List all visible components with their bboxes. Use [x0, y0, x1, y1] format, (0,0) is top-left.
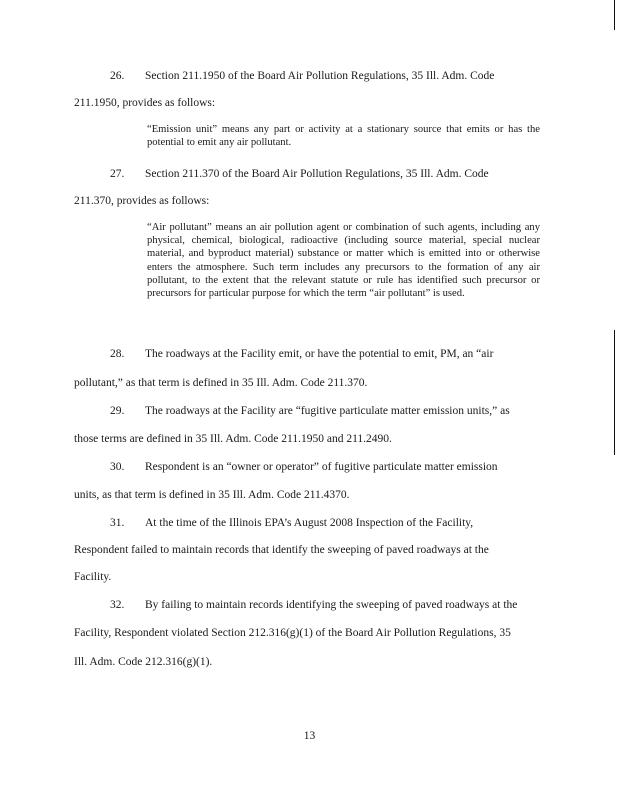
paragraph-text: Respondent failed to maintain records that identify the sweeping of paved roadways at the — [74, 544, 489, 556]
page-edge-line — [614, 0, 615, 30]
block-quote-air-pollutant: “Air pollutant” means an air pollution agent or combination of such agents, including any physical, chemical, biological, radioactive (including source material, special nuclear material, and byproduct material) substance or matter which is emitted into or otherwise enters the atmosphere. Such term includes any precursors to the formation of any air pollutant, to the extent that the relevant statute or rule has identified such precursor or precursors for particular purpose for which the term “air pollutant” is used. — [147, 222, 540, 300]
paragraph-text: Section 211.1950 of the Board Air Pollution Regulations, 35 Ill. Adm. Code — [145, 70, 495, 82]
paragraph-text: Facility, Respondent violated Section 212.316(g)(1) of the Board Air Pollution Regulations, 35 — [74, 627, 511, 639]
paragraph-number: 31. — [110, 517, 125, 529]
paragraph-text: At the time of the Illinois EPA’s August 2008 Inspection of the Facility, — [145, 517, 474, 529]
page-number: 13 — [303, 730, 316, 742]
paragraph-text: Ill. Adm. Code 212.316(g)(1). — [74, 656, 213, 668]
block-quote-emission-unit: “Emission unit” means any part or activity at a stationary source that emits or has the potential to emit any air pollutant. — [147, 124, 540, 149]
paragraph-text: units, as that term is defined in 35 Ill. Adm. Code 211.4370. — [74, 489, 350, 501]
paragraph-text: Facility. — [74, 571, 112, 583]
paragraph-text: Section 211.370 of the Board Air Pollution Regulations, 35 Ill. Adm. Code — [145, 168, 489, 180]
paragraph-text: Respondent is an “owner or operator” of fugitive particulate matter emission — [145, 461, 498, 473]
paragraph-text: 211.1950, provides as follows: — [74, 97, 216, 109]
paragraph-text: By failing to maintain records identifying the sweeping of paved roadways at the — [145, 599, 518, 611]
paragraph-text: The roadways at the Facility are “fugitive particulate matter emission units,” as — [145, 405, 510, 417]
paragraph-number: 26. — [110, 70, 125, 82]
paragraph-number: 30. — [110, 461, 125, 473]
paragraph-number: 32. — [110, 599, 125, 611]
paragraph-number: 28. — [110, 348, 125, 360]
paragraph-text: pollutant,” as that term is defined in 35 Ill. Adm. Code 211.370. — [74, 377, 368, 389]
paragraph-text: those terms are defined in 35 Ill. Adm. Code 211.1950 and 211.2490. — [74, 433, 392, 445]
page-edge-line — [614, 330, 615, 455]
paragraph-text: The roadways at the Facility emit, or have the potential to emit, PM, an “air — [145, 348, 494, 360]
paragraph-number: 29. — [110, 405, 125, 417]
paragraph-number: 27. — [110, 168, 125, 180]
paragraph-text: 211.370, provides as follows: — [74, 195, 210, 207]
